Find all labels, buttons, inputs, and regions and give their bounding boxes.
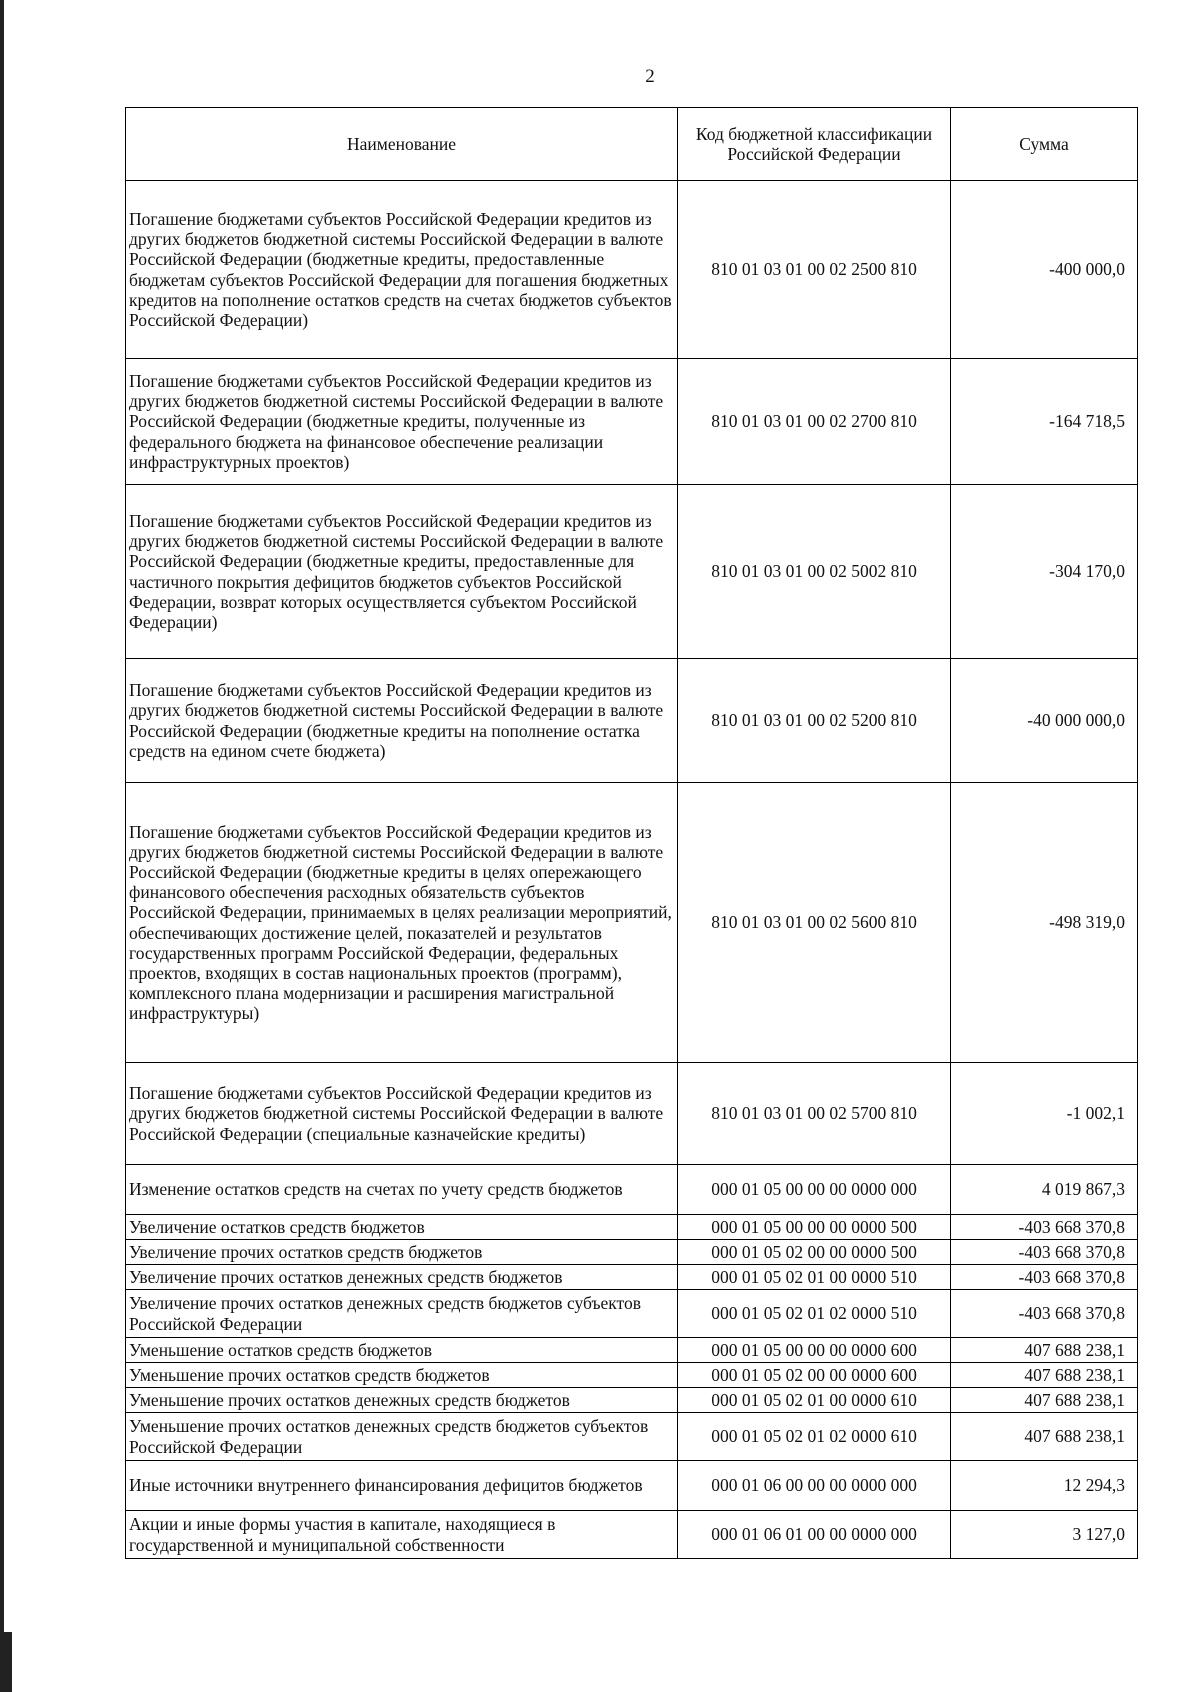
row-amount: 4 019 867,3 — [951, 1165, 1138, 1215]
row-name: Увеличение прочих остатков денежных средств бюджетов — [126, 1265, 678, 1290]
row-amount: 407 688 238,1 — [951, 1363, 1138, 1388]
row-amount: -403 668 370,8 — [951, 1290, 1138, 1338]
row-name: Уменьшение прочих остатков средств бюджетов — [126, 1363, 678, 1388]
table-row — [126, 1215, 1138, 1240]
row-name: Погашение бюджетами субъектов Российской Федерации кредитов из других бюджетов бюджетной системы Российской Федерации в валюте Российской Федерации (бюджетные кредиты на пополнение остатка средств на едином счете бюджета) — [126, 659, 678, 783]
row-amount: 407 688 238,1 — [951, 1338, 1138, 1363]
table-row — [126, 1265, 1138, 1290]
row-name: Увеличение прочих остатков средств бюджетов — [126, 1240, 678, 1265]
table-row — [126, 659, 1138, 783]
row-code: 810 01 03 01 00 02 5700 810 — [678, 1063, 951, 1165]
row-amount: 407 688 238,1 — [951, 1413, 1138, 1461]
row-amount: -403 668 370,8 — [951, 1265, 1138, 1290]
table-header-row — [126, 108, 1138, 181]
table-row — [126, 1338, 1138, 1363]
row-code: 000 01 06 01 00 00 0000 000 — [678, 1511, 951, 1559]
scan-edge — [0, 0, 4, 1692]
row-name: Уменьшение остатков средств бюджетов — [126, 1338, 678, 1363]
row-name: Акции и иные формы участия в капитале, находящиеся в государственной и муниципальной собственности — [126, 1511, 678, 1559]
row-amount: 3 127,0 — [951, 1511, 1138, 1559]
row-name: Погашение бюджетами субъектов Российской Федерации кредитов из других бюджетов бюджетной системы Российской Федерации в валюте Российской Федерации (бюджетные кредиты в целях опережающего финансового обеспечения расходных обязательств субъектов Российской Федерации, принимаемых в целях реализации мероприятий, обеспечивающих достижение целей, показателей и результатов государственных программ Российской Федерации, федеральных проектов, входящих в состав национальных проектов (программ), комплексного плана модернизации и расширения магистральной инфраструктуры) — [126, 783, 678, 1063]
row-name: Увеличение прочих остатков денежных средств бюджетов субъектов Российской Федерации — [126, 1290, 678, 1338]
row-code: 000 01 05 02 01 00 0000 610 — [678, 1388, 951, 1413]
row-amount: -40 000 000,0 — [951, 659, 1138, 783]
row-name: Увеличение остатков средств бюджетов — [126, 1215, 678, 1240]
row-name: Погашение бюджетами субъектов Российской Федерации кредитов из других бюджетов бюджетной системы Российской Федерации в валюте Российской Федерации (бюджетные кредиты, предоставленные для частичного покрытия дефицитов бюджетов субъектов Российской Федерации, возврат которых осуществляется субъектом Российской Федерации) — [126, 485, 678, 659]
row-code: 000 01 05 02 00 00 0000 600 — [678, 1363, 951, 1388]
row-name: Изменение остатков средств на счетах по учету средств бюджетов — [126, 1165, 678, 1215]
table-row — [126, 1388, 1138, 1413]
row-code: 000 01 06 00 00 00 0000 000 — [678, 1461, 951, 1511]
table-row — [126, 1290, 1138, 1338]
row-code: 000 01 05 02 01 02 0000 510 — [678, 1290, 951, 1338]
row-name: Погашение бюджетами субъектов Российской Федерации кредитов из других бюджетов бюджетной системы Российской Федерации в валюте Российской Федерации (бюджетные кредиты, полученные из федерального бюджета на финансовое обеспечение реализации инфраструктурных проектов) — [126, 359, 678, 485]
row-code: 000 01 05 00 00 00 0000 500 — [678, 1215, 951, 1240]
row-amount: -498 319,0 — [951, 783, 1138, 1063]
table-row — [126, 783, 1138, 1063]
table-row — [126, 1461, 1138, 1511]
table-row — [126, 485, 1138, 659]
row-amount: 407 688 238,1 — [951, 1388, 1138, 1413]
table-row — [126, 1063, 1138, 1165]
row-amount: -1 002,1 — [951, 1063, 1138, 1165]
row-code: 000 01 05 00 00 00 0000 000 — [678, 1165, 951, 1215]
row-code: 810 01 03 01 00 02 2500 810 — [678, 181, 951, 359]
row-name: Уменьшение прочих остатков денежных средств бюджетов субъектов Российской Федерации — [126, 1413, 678, 1461]
row-name: Погашение бюджетами субъектов Российской Федерации кредитов из других бюджетов бюджетной системы Российской Федерации в валюте Российской Федерации (бюджетные кредиты, предоставленные бюджетам субъектов Российской Федерации для погашения бюджетных кредитов на пополнение остатков средств на счетах бюджетов субъектов Российской Федерации) — [126, 181, 678, 359]
row-amount: -403 668 370,8 — [951, 1240, 1138, 1265]
row-name: Уменьшение прочих остатков денежных средств бюджетов — [126, 1388, 678, 1413]
row-amount: -403 668 370,8 — [951, 1215, 1138, 1240]
row-code: 810 01 03 01 00 02 2700 810 — [678, 359, 951, 485]
header-amount: Сумма — [951, 108, 1138, 181]
table-row — [126, 1413, 1138, 1461]
header-code: Код бюджетной классификации Российской Федерации — [678, 108, 951, 181]
table-row — [126, 1511, 1138, 1559]
row-name: Погашение бюджетами субъектов Российской Федерации кредитов из других бюджетов бюджетной системы Российской Федерации в валюте Российской Федерации (специальные казначейские кредиты) — [126, 1063, 678, 1165]
table-row — [126, 1165, 1138, 1215]
scan-edge-bottom — [0, 1632, 12, 1692]
table-row — [126, 181, 1138, 359]
row-amount: 12 294,3 — [951, 1461, 1138, 1511]
budget-sources-table — [125, 107, 1138, 1559]
row-code: 000 01 05 00 00 00 0000 600 — [678, 1338, 951, 1363]
row-code: 810 01 03 01 00 02 5600 810 — [678, 783, 951, 1063]
row-code: 000 01 05 02 00 00 0000 500 — [678, 1240, 951, 1265]
row-code: 810 01 03 01 00 02 5002 810 — [678, 485, 951, 659]
table-row — [126, 1363, 1138, 1388]
header-name: Наименование — [126, 108, 678, 181]
row-amount: -164 718,5 — [951, 359, 1138, 485]
row-code: 000 01 05 02 01 02 0000 610 — [678, 1413, 951, 1461]
table-row — [126, 1240, 1138, 1265]
row-code: 000 01 05 02 01 00 0000 510 — [678, 1265, 951, 1290]
row-code: 810 01 03 01 00 02 5200 810 — [678, 659, 951, 783]
row-name: Иные источники внутреннего финансирования дефицитов бюджетов — [126, 1461, 678, 1511]
page-number: 2 — [645, 66, 655, 87]
row-amount: -304 170,0 — [951, 485, 1138, 659]
row-amount: -400 000,0 — [951, 181, 1138, 359]
table-row — [126, 359, 1138, 485]
